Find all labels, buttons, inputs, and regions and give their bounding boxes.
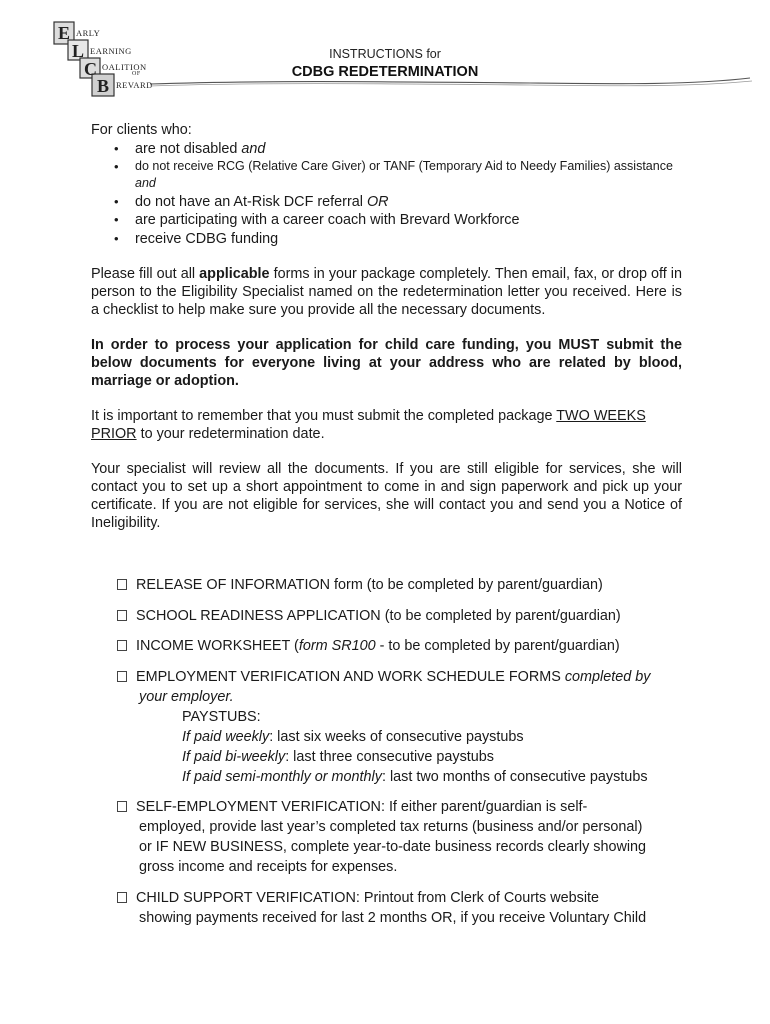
logo-line-3: OALITION (102, 62, 147, 72)
logo-letter-e: E (58, 23, 71, 43)
header-subtitle: INSTRUCTIONS for (329, 47, 441, 61)
header-rule (150, 74, 755, 102)
checkbox[interactable] (117, 579, 127, 590)
list-item: • are participating with a career coach with Brevard Workforce (114, 211, 682, 229)
review-paragraph: Your specialist will review all the documents. If you are still eligible for services, she will contact you to set up a short appointment to come in and sign paperwork and pick up your certificate. If you are not eligible for services, she will contact you and send you a Notice of Ineligibility. (91, 460, 682, 531)
deadline-paragraph: It is important to remember that you must submit the completed package TWO WEEKS PRIOR to your redetermination date. (91, 407, 646, 442)
logo-line-1: ARLY (76, 28, 101, 38)
intro-text: For clients who: (91, 122, 192, 138)
checkbox[interactable] (117, 640, 127, 651)
checklist-item-employment: EMPLOYMENT VERIFICATION AND WORK SCHEDULE FORMS completed by your employer. PAYSTUBS: If paid weekly: last six weeks of consecutive paystubs If paid bi-weekly: last three consecutive paystubs If paid semi-monthly or monthly: last two months of consecutive paystubs (117, 667, 682, 787)
paystubs-weekly: If paid weekly: last six weeks of consecutive paystubs (182, 728, 524, 745)
main-content (91, 121, 682, 532)
logo-line-4: OF (132, 71, 141, 77)
checkbox[interactable] (117, 892, 127, 903)
logo-letter-l: L (72, 41, 85, 61)
logo-letter-b: B (97, 76, 110, 96)
paystubs-biweekly: If paid bi-weekly: last three consecutive paystubs (182, 748, 494, 765)
checkbox[interactable] (117, 671, 127, 682)
document-checklist (117, 575, 682, 938)
list-item: • do not receive RCG (Relative Care Giver) or TANF (Temporary Aid to Needy Families) assistance and (114, 158, 682, 192)
must-submit-paragraph: In order to process your application for child care funding, you MUST submit the below documents for everyone living at your address who are related by blood, marriage or adoption. (91, 336, 682, 389)
logo-line-2: EARNING (90, 46, 132, 56)
checklist-item-self-employment: SELF-EMPLOYMENT VERIFICATION: If either parent/guardian is self- employed, provide last year’s completed tax returns (business and/or personal) or IF NEW BUSINESS, complete year-to-date business records clearly showing gross income and receipts for expenses. (117, 797, 682, 877)
paystubs-semimonthly: If paid semi-monthly or monthly: last two months of consecutive paystubs (182, 768, 648, 785)
list-item: • do not have an At-Risk DCF referral OR (114, 193, 682, 211)
checklist-item-income: INCOME WORKSHEET (form SR100 - to be completed by parent/guardian) (117, 636, 682, 656)
checklist-item-release: RELEASE OF INFORMATION form (to be completed by parent/guardian) (117, 575, 682, 595)
criteria-list (91, 140, 682, 248)
paystubs-label: PAYSTUBS: (182, 708, 261, 725)
checkbox[interactable] (117, 801, 127, 812)
checkbox[interactable] (117, 610, 127, 621)
checklist-item-school-readiness: SCHOOL READINESS APPLICATION (to be completed by parent/guardian) (117, 606, 682, 626)
page-title: CDBG REDETERMINATION (291, 64, 479, 80)
deadline-emphasis: TWO WEEKS PRIOR (91, 407, 646, 442)
logo-line-5: REVARD (116, 80, 153, 90)
logo-letter-c: C (84, 59, 97, 79)
list-item: • are not disabled and (114, 140, 682, 158)
checklist-item-child-support: CHILD SUPPORT VERIFICATION: Printout from Clerk of Courts website showing payments received for last 2 months OR, if you receive Voluntary Child (117, 888, 682, 928)
fill-out-paragraph: Please fill out all applicable forms in your package completely. Then email, fax, or drop off in person to the Eligibility Specialist named on the redetermination letter you received. Here is a checklist to help make sure you provide all the necessary documents. (91, 265, 682, 318)
list-item: • receive CDBG funding (114, 230, 682, 248)
